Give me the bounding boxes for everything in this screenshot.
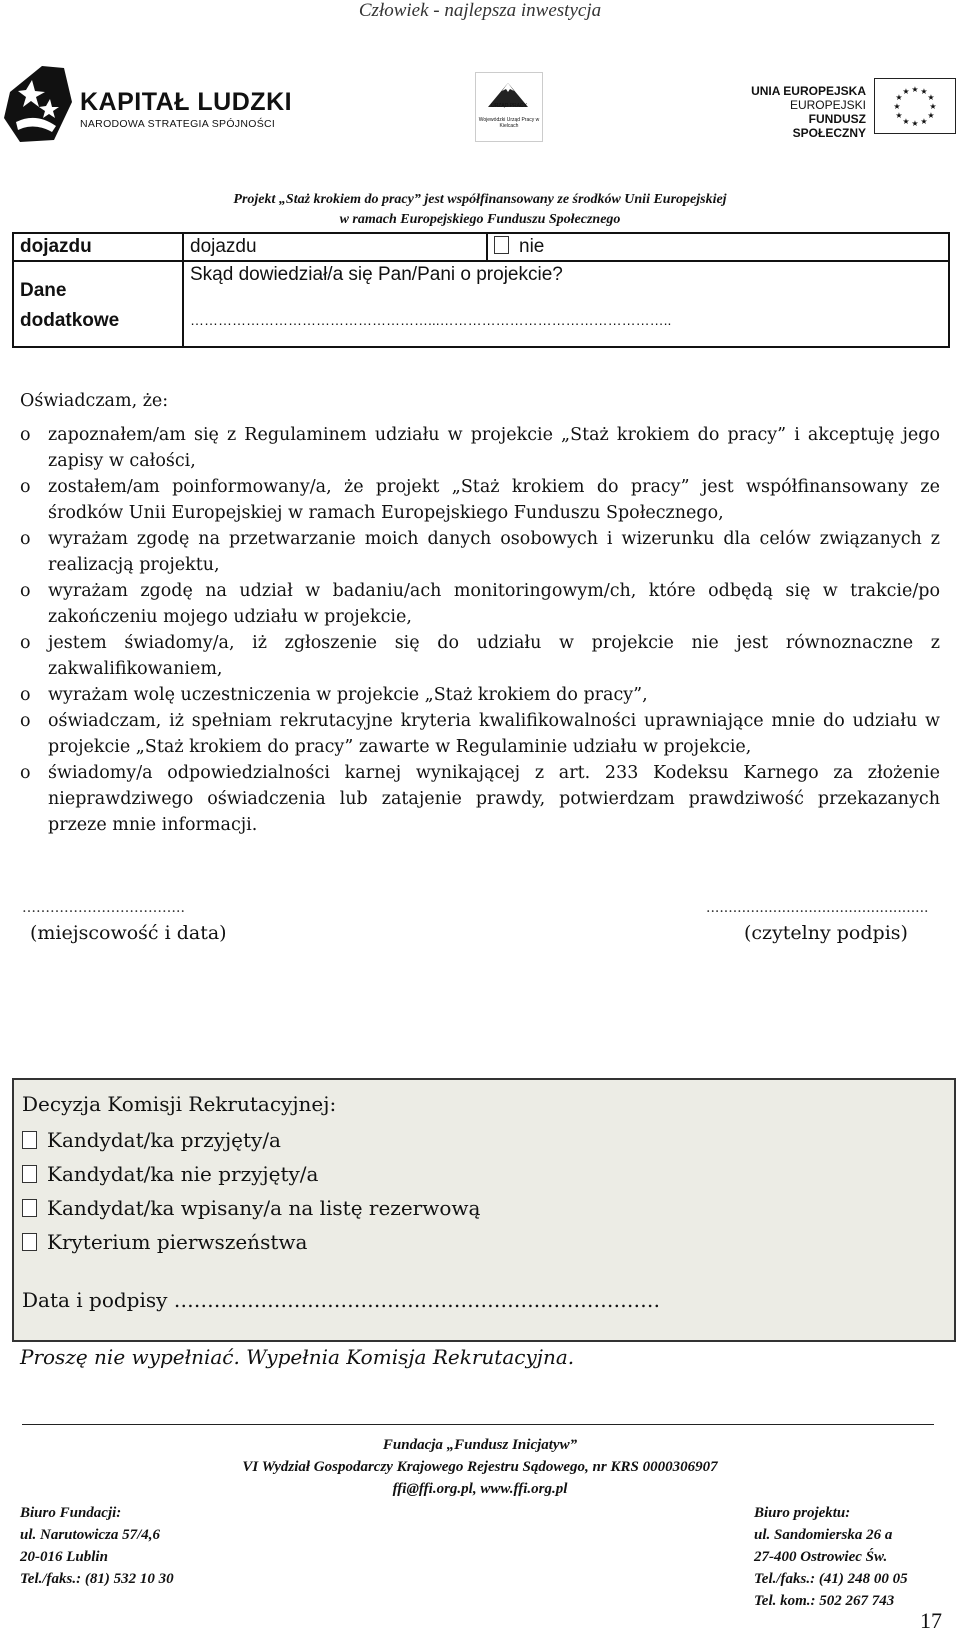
svg-text:★: ★ bbox=[911, 85, 919, 94]
cofinancing-line2: w ramach Europejskiego Funduszu Społecznego bbox=[339, 212, 621, 227]
svg-text:★: ★ bbox=[893, 102, 901, 111]
eu-line1: UNIA EUROPEJSKA bbox=[751, 84, 866, 98]
row-label-dane-line2: dodatkowe bbox=[20, 310, 120, 331]
kapital-ludzki-title: KAPITAŁ LUDZKI bbox=[80, 88, 293, 116]
svg-text:★: ★ bbox=[895, 93, 903, 102]
list-item: o świadomy/a odpowiedzialności karnej wynikającej z art. 233 Kodeksu Karnego za złożenie nieprawdziwego oświadczenia lub zatajenie prawdy, potwierdzam prawdziwość przekazanych przeze mnie informacji. bbox=[20, 760, 940, 838]
place-date-dots[interactable]: …………………………….. bbox=[22, 900, 185, 916]
kapital-ludzki-subtitle: NARODOWA STRATEGIA SPÓJNOŚCI bbox=[80, 118, 276, 130]
committee-note: Proszę nie wypełniać. Wypełnia Komisja Rekrutacyjna. bbox=[20, 1345, 575, 1369]
decision-option-priority[interactable] bbox=[22, 1230, 307, 1254]
list-item: o wyrażam zgodę na przetwarzanie moich danych osobowych i wizerunku dla celów związanych z realizacją projektu, bbox=[20, 526, 940, 578]
declaration-list bbox=[20, 422, 940, 838]
footer-right-address bbox=[754, 1502, 908, 1612]
header-motto: Człowiek - najlepsza inwestycja bbox=[358, 0, 602, 21]
cofinancing-line1: Projekt „Staż krokiem do pracy” jest współfinansowany ze środków Unii Europejskiej bbox=[233, 192, 727, 207]
list-item: o zostałem/am poinformowany/a, że projekt „Staż krokiem do pracy” jest współfinansowany ze środków Unii Europejskiej w ramach Europejskiego Funduszu Społecznego, bbox=[20, 474, 940, 526]
table-row bbox=[13, 233, 949, 261]
svg-text:★: ★ bbox=[902, 117, 910, 126]
option-nie[interactable] bbox=[487, 233, 949, 261]
decision-option-label: Kandydat/ka nie przyjęty/a bbox=[47, 1162, 319, 1186]
svg-text:★: ★ bbox=[902, 87, 910, 96]
checkbox-icon[interactable] bbox=[22, 1233, 37, 1251]
row-label-dane-line1: Dane bbox=[20, 280, 67, 301]
svg-text:★: ★ bbox=[895, 111, 903, 120]
svg-text:★: ★ bbox=[920, 117, 928, 126]
decision-option-label: Kandydat/ka wpisany/a na listę rezerwową bbox=[47, 1196, 481, 1220]
committee-decision-box bbox=[12, 1078, 956, 1342]
row-value-dojazdu: dojazdu bbox=[183, 233, 487, 261]
footer-right-line: Tel. kom.: 502 267 743 bbox=[754, 1593, 895, 1609]
place-date-label: (miejscowość i data) bbox=[30, 922, 227, 944]
footer-left-line: Biuro Fundacji: bbox=[20, 1505, 122, 1521]
row-label-dane bbox=[13, 261, 183, 347]
footer-right-line: ul. Sandomierska 26 a bbox=[754, 1527, 893, 1543]
svg-text:★: ★ bbox=[927, 93, 935, 102]
option-nie-label: nie bbox=[519, 236, 545, 257]
checkbox-icon[interactable] bbox=[22, 1165, 37, 1183]
urzad-pracy-logo bbox=[475, 72, 543, 142]
footer-contact: ffi@ffi.org.pl, www.ffi.org.pl bbox=[392, 1481, 568, 1497]
decision-option-label: Kryterium pierwszeństwa bbox=[47, 1230, 308, 1254]
list-item: o oświadczam, iż spełniam rekrutacyjne kryteria kwalifikowalności uprawniające mnie do udziału w projekcie „Staż krokiem do pracy” zawarte w Regulaminie udziału w projekcie, bbox=[20, 708, 940, 760]
urzad-pracy-caption: Wojewódzki Urząd Pracy w Kielcach bbox=[478, 117, 540, 129]
eu-line2: EUROPEJSKI bbox=[789, 98, 866, 112]
form-table bbox=[12, 232, 950, 348]
footer-foundation: Fundacja „Fundusz Inicjatyw” bbox=[382, 1437, 578, 1453]
list-item: o wyrażam wolę uczestniczenia w projekcie „Staż krokiem do pracy”, bbox=[20, 682, 940, 708]
footer-right-line: 27-400 Ostrowiec Św. bbox=[754, 1549, 888, 1565]
decision-signature[interactable]: Data i podpisy ……………………………………………….……………… bbox=[22, 1288, 661, 1312]
checkbox-icon[interactable] bbox=[494, 236, 509, 254]
footer-divider bbox=[22, 1424, 934, 1425]
signature-label: (czytelny podpis) bbox=[744, 922, 908, 944]
source-answer-dots[interactable]: ……………………………………………...………………………………………….. bbox=[190, 312, 672, 328]
decision-option-rejected[interactable] bbox=[22, 1162, 318, 1186]
decision-option-label: Kandydat/ka przyjęty/a bbox=[47, 1128, 281, 1152]
declaration-title: Oświadczam, że: bbox=[20, 391, 169, 411]
svg-text:★: ★ bbox=[929, 102, 937, 111]
kapital-ludzki-logo-icon bbox=[2, 62, 78, 146]
source-question-cell[interactable] bbox=[183, 261, 949, 347]
checkbox-icon[interactable] bbox=[22, 1131, 37, 1149]
eu-line3: FUNDUSZ SPOŁECZNY bbox=[792, 112, 866, 140]
footer-court: VI Wydział Gospodarczy Krajowego Rejestru Sądowego, nr KRS 0000306907 bbox=[242, 1459, 718, 1475]
declaration-section bbox=[20, 388, 940, 838]
urzad-pracy-name: URZĄD PRACY bbox=[491, 103, 527, 109]
decision-title: Decyzja Komisji Rekrutacyjnej: bbox=[22, 1092, 337, 1116]
svg-text:★: ★ bbox=[920, 87, 928, 96]
footer-left-address bbox=[20, 1502, 174, 1590]
footer-left-line: Tel./faks.: (81) 532 10 30 bbox=[20, 1571, 174, 1587]
footer-left-line: ul. Narutowicza 57/4,6 bbox=[20, 1527, 161, 1543]
footer-left-line: 20-016 Lublin bbox=[20, 1549, 108, 1565]
list-item: o wyrażam zgodę na udział w badaniu/ach monitoringowym/ch, które odbędą się w trakcie/po zakończeniu mojego udziału w projekcie, bbox=[20, 578, 940, 630]
eu-flag-icon bbox=[874, 78, 956, 134]
footer-right-line: Biuro projektu: bbox=[754, 1505, 851, 1521]
cofinancing-note bbox=[0, 190, 960, 230]
source-question: Skąd dowiedział/a się Pan/Pani o projekcie? bbox=[190, 264, 563, 285]
list-item: o jestem świadomy/a, iż zgłoszenie się do udziału w projekcie nie jest równoznaczne z zakwalifikowaniem, bbox=[20, 630, 940, 682]
signature-dots[interactable]: .................................................. bbox=[706, 900, 929, 916]
checkbox-icon[interactable] bbox=[22, 1199, 37, 1217]
page-number: 17 bbox=[920, 1608, 942, 1633]
table-row bbox=[13, 261, 949, 347]
eu-logo-text bbox=[740, 84, 866, 140]
decision-option-accepted[interactable] bbox=[22, 1128, 281, 1152]
footer-right-line: Tel./faks.: (41) 248 00 05 bbox=[754, 1571, 908, 1587]
decision-option-reserve[interactable] bbox=[22, 1196, 480, 1220]
svg-text:★: ★ bbox=[927, 111, 935, 120]
list-item: o zapoznałem/am się z Regulaminem udziału w projekcie „Staż krokiem do pracy” i akceptuję jego zapisy w całości, bbox=[20, 422, 940, 474]
row-label-dojazdu: dojazdu bbox=[13, 233, 183, 261]
svg-text:★: ★ bbox=[911, 119, 919, 128]
